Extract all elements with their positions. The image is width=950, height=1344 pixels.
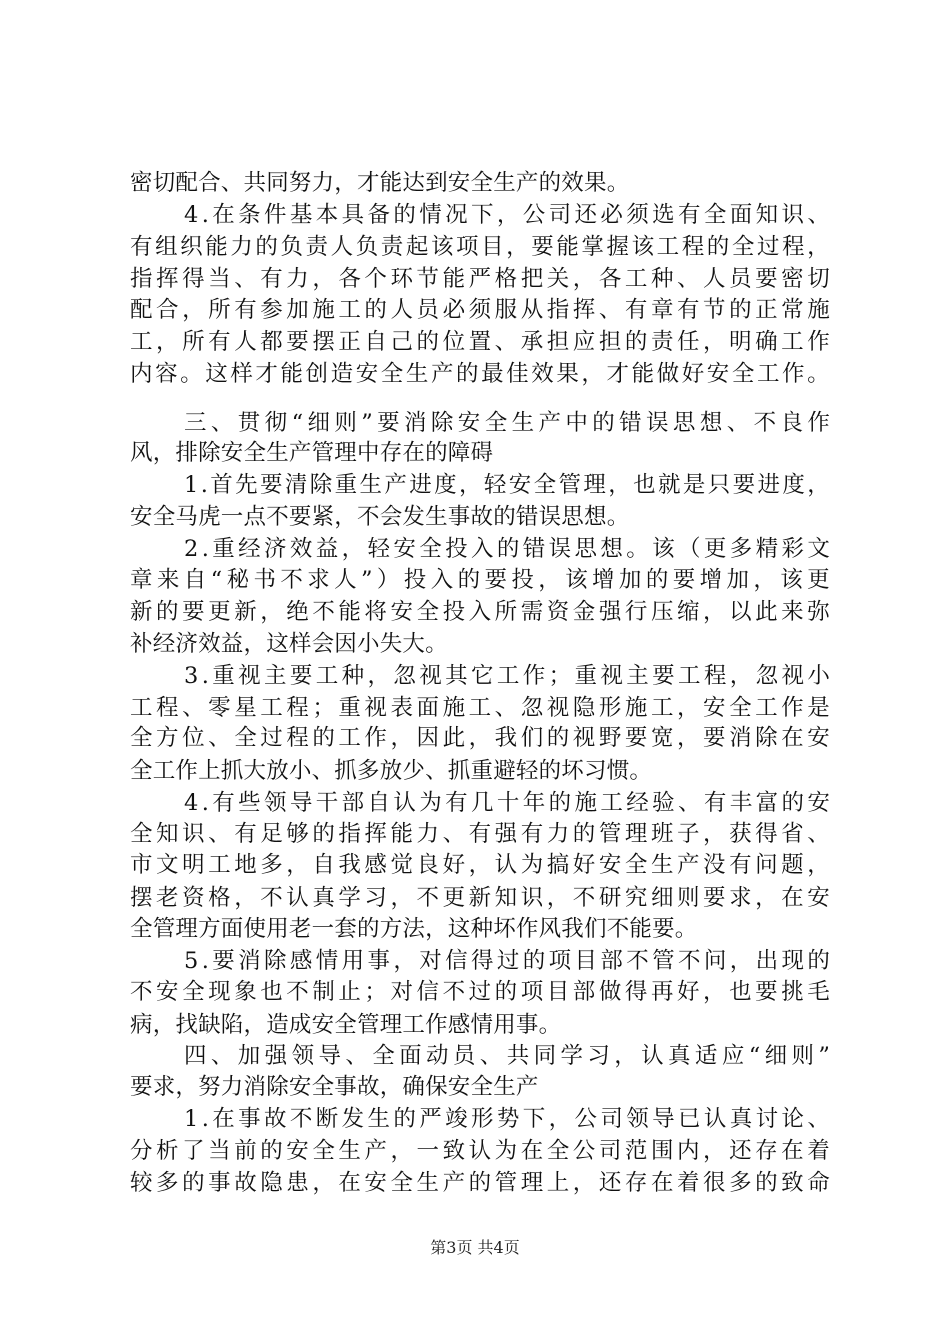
text-line: 1 . 在 事 故 不 断 发 生 的 严 竣 形 势 下 ， 公 司 领 导 已 认 真 讨 论 、	[184, 1106, 830, 1133]
text-line: 摆 老 资 格 ， 不 认 真 学 习 ， 不 更 新 知 识 ， 不 研 究 细 则 要 求 ， 在 安	[130, 884, 830, 911]
text-line: 章 来 自 “ 秘 书 不 求 人 ” ） 投 入 的 要 投 ， 该 增 加 的 要 增 加 ， 该 更	[130, 567, 830, 594]
text-line: 有 组 织 能 力 的 负 责 人 负 责 起 该 项 目 ， 要 能 掌 握 该 工 程 的 全 过 程 ，	[130, 234, 830, 261]
page-footer: 第3页 共4页	[430, 1238, 520, 1257]
text-line: 1 . 首 先 要 清 除 重 生 产 进 度 ， 轻 安 全 管 理 ， 也 就 是 只 要 进 度 ，	[184, 472, 830, 499]
text-line: 配 合 ， 所 有 参 加 施 工 的 人 员 必 须 服 从 指 挥 、 有 章 有 节 的 正 常 施	[130, 297, 830, 323]
text-line: 要求，努力消除安全事故，确保安全生产	[130, 1074, 539, 1101]
text-line: 全 方 位 、 全 过 程 的 工 作 ， 因 此 ， 我 们 的 视 野 要 宽 ， 要 消 除 在 安	[130, 725, 830, 752]
text-line: 市 文 明 工 地 多 ， 自 我 感 觉 良 好 ， 认 为 搞 好 安 全 生 产 没 有 问 题 ，	[130, 852, 830, 879]
text-line: 病，找缺陷，造成安全管理工作感情用事。	[130, 1011, 562, 1038]
text-line: 工 ， 所 有 人 都 要 摆 正 自 己 的 位 置 、 承 担 应 担 的 责 任 ， 明 确 工 作	[130, 329, 830, 356]
text-line: 全 知 识 、 有 足 够 的 指 挥 能 力 、 有 强 有 力 的 管 理 班 子 ， 获 得 省 、	[130, 821, 830, 848]
text-line: 安全马虎一点不要紧，不会发生事故的错误思想。	[130, 503, 630, 530]
text-line: 分 析 了 当 前 的 安 全 生 产 ， 一 致 认 为 在 全 公 司 范 围 内 ， 还 存 在 着	[130, 1137, 830, 1164]
text-line: 不 安 全 现 象 也 不 制 止 ； 对 信 不 过 的 项 目 部 做 得 再 好 ， 也 要 挑 毛	[130, 979, 830, 1006]
text-line: 工 程 、 零 星 工 程 ； 重 视 表 面 施 工 、 忽 视 隐 形 施 工 ， 安 全 工 作 是	[130, 695, 830, 722]
text-line: 4 . 有 些 领 导 干 部 自 认 为 有 几 十 年 的 施 工 经 验 、 有 丰 富 的 安	[184, 789, 830, 816]
text-line: 较 多 的 事 故 隐 患 ， 在 安 全 生 产 的 管 理 上 ， 还 存 在 着 很 多 的 致 命	[130, 1170, 830, 1196]
text-line: 三 、 贯 彻 “ 细 则 ” 要 消 除 安 全 生 产 中 的 错 误 思 想 、 不 良 作	[184, 409, 830, 436]
text-line: 3 . 重 视 主 要 工 种 ， 忽 视 其 它 工 作 ； 重 视 主 要 工 程 ， 忽 视 小	[184, 662, 830, 689]
text-line: 风，排除安全生产管理中存在的障碍	[130, 440, 494, 467]
text-line: 补经济效益，这样会因小失大。	[130, 630, 448, 657]
text-line: 5 . 要 消 除 感 情 用 事 ， 对 信 得 过 的 项 目 部 不 管 不 问 ， 出 现 的	[184, 948, 830, 975]
text-line: 内 容 。 这 样 才 能 创 造 安 全 生 产 的 最 佳 效 果 ， 才 能 做 好 安 全 工 作 。	[130, 361, 830, 388]
text-line: 4 . 在 条 件 基 本 具 备 的 情 况 下 ， 公 司 还 必 须 选 有 全 面 知 识 、	[184, 202, 830, 229]
text-line: 四 、 加 强 领 导 、 全 面 动 员 、 共 同 学 习 ， 认 真 适 应 “ 细 则 ”	[184, 1042, 830, 1069]
text-line: 指 挥 得 当 、 有 力 ， 各 个 环 节 能 严 格 把 关 ， 各 工 种 、 人 员 要 密 切	[130, 265, 830, 292]
text-line: 全工作上抓大放小、抓多放少、抓重避轻的坏习惯。	[130, 757, 653, 784]
text-line: 新 的 要 更 新 ， 绝 不 能 将 安 全 投 入 所 需 资 金 强 行 压 缩 ， 以 此 来 弥	[130, 599, 830, 626]
text-line: 2 . 重 经 济 效 益 ， 轻 安 全 投 入 的 错 误 思 想 。 该 （ 更 多 精 彩 文	[184, 535, 830, 562]
text-line: 密切配合、共同努力，才能达到安全生产的效果。	[130, 170, 630, 196]
text-line: 全管理方面使用老一套的方法，这种坏作风我们不能要。	[130, 915, 698, 942]
